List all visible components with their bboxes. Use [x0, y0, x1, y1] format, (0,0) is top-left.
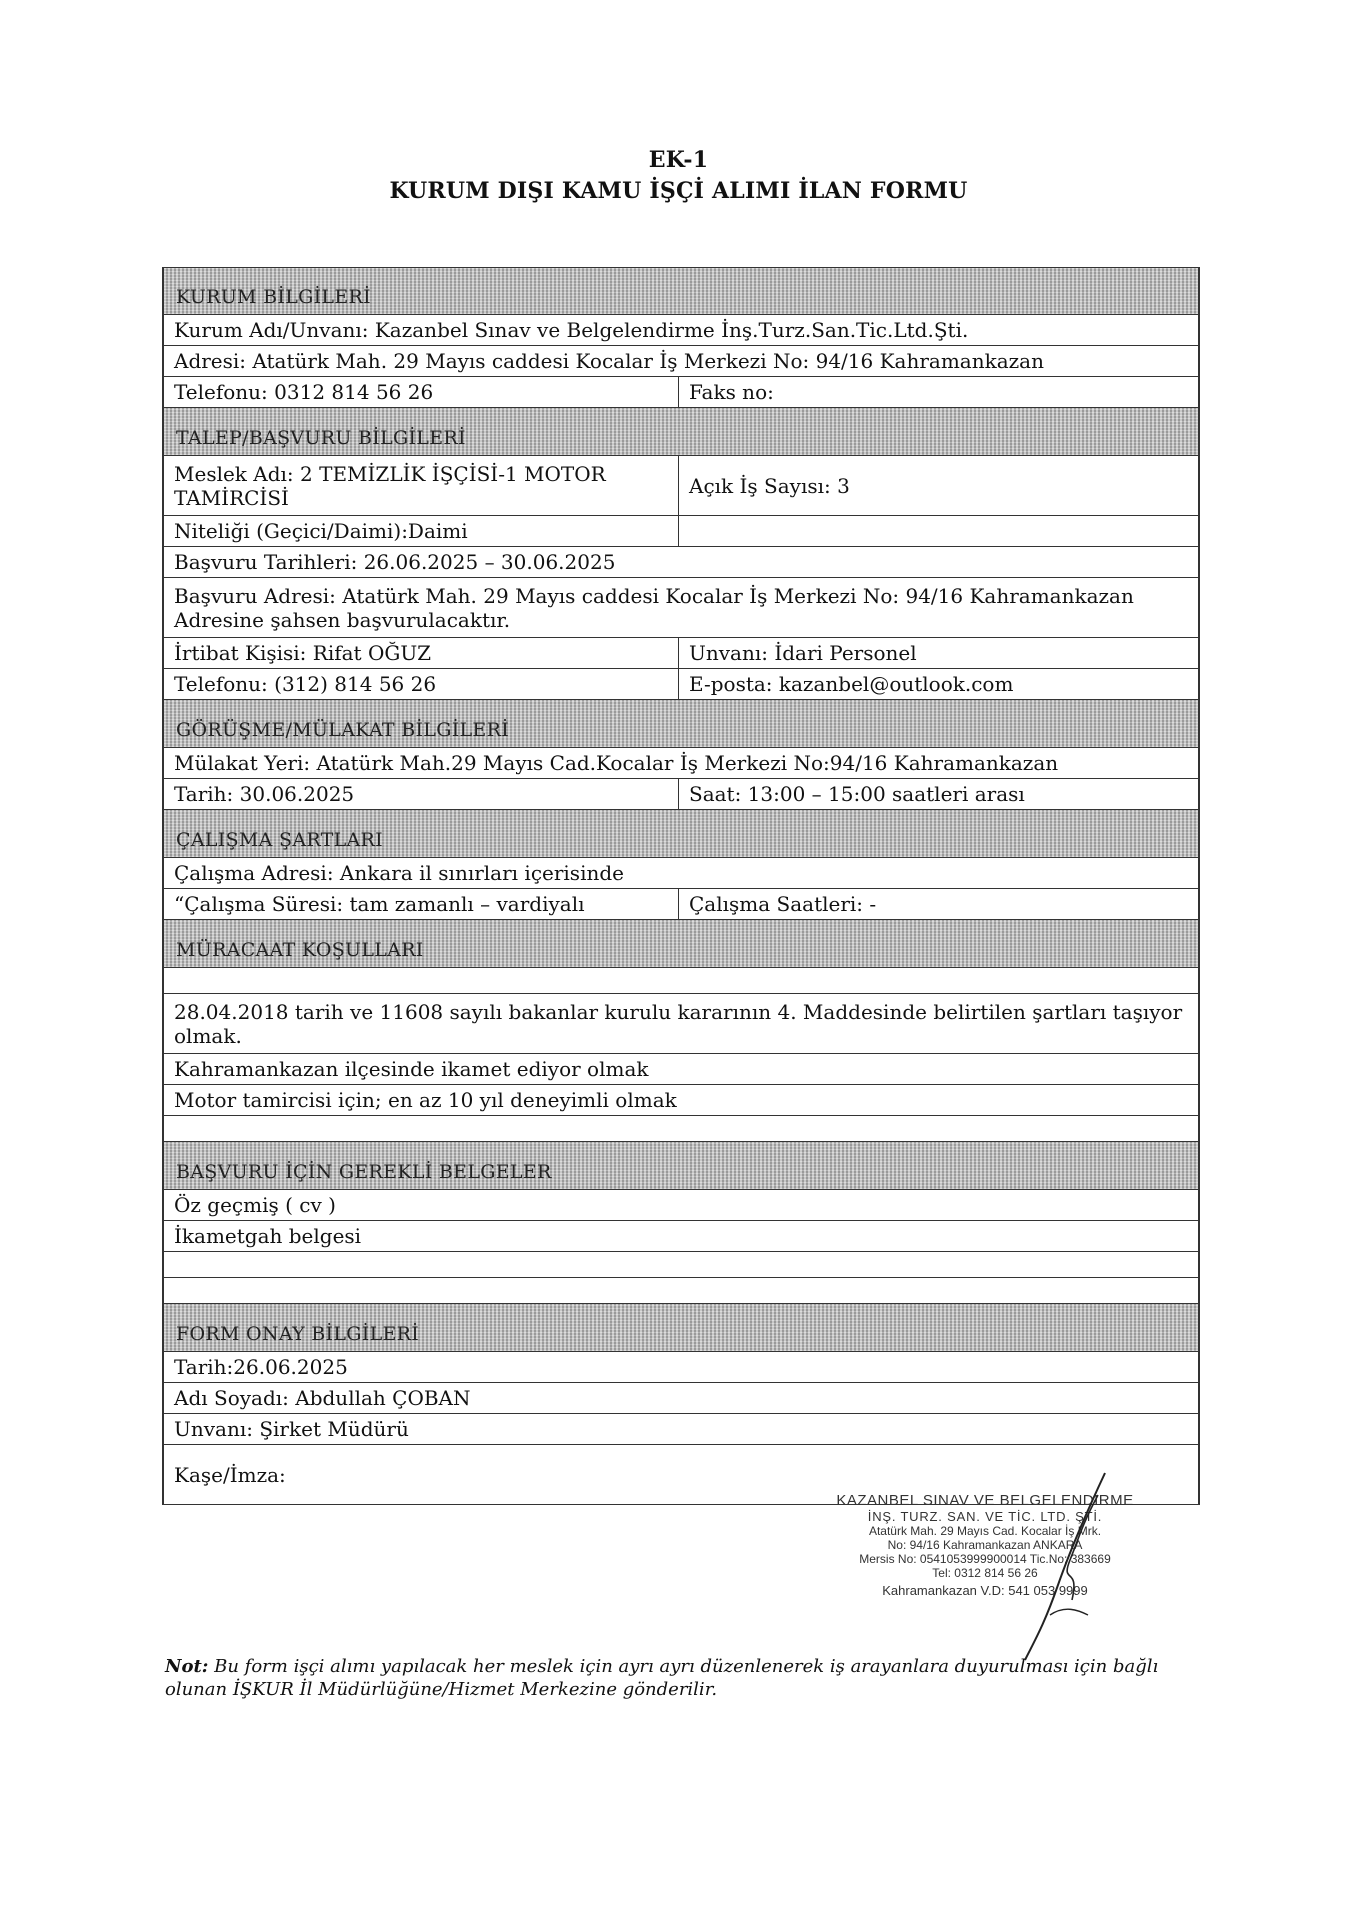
open-position-count: Açık İş Sayısı: 3 [689, 473, 850, 498]
section-talep [164, 408, 1198, 456]
handwritten-signature [1010, 1465, 1130, 1665]
application-address-row [164, 578, 1198, 638]
meslek-row [164, 456, 1198, 516]
section-kurum [164, 267, 1198, 315]
work-duration-row [164, 889, 1198, 920]
section-title: KURUM BİLGİLERİ [176, 286, 371, 308]
kurum-phone: Telefonu: 0312 814 56 26 [164, 377, 679, 407]
nitelik-row [164, 516, 1198, 547]
section-muracaat [164, 920, 1198, 968]
empty-cell [679, 516, 1198, 546]
stamp-address: Atatürk Mah. 29 Mayıs Cad. Kocalar İş Mrk. [868, 1524, 1102, 1538]
approval-date: Tarih:26.06.2025 [174, 1355, 348, 1379]
approver-title: Unvanı: Şirket Müdürü [174, 1417, 409, 1441]
requirement-row [164, 1054, 1198, 1085]
stamp-signature-label: Kaşe/İmza: [174, 1462, 286, 1487]
contact-phone-row [164, 669, 1198, 700]
approver-name: Adı Soyadı: Abdullah ÇOBAN [174, 1386, 471, 1410]
dates-row [164, 547, 1198, 578]
stamp-phone: Tel: 0312 814 56 26 [932, 1566, 1038, 1580]
empty-row [164, 1252, 1198, 1278]
contact-phone: Telefonu: (312) 814 56 26 [164, 669, 679, 699]
kurum-name: Kurum Adı/Unvanı: Kazanbel Sınav ve Belgelendirme İnş.Turz.San.Tic.Ltd.Şti. [174, 318, 969, 342]
contact-row [164, 638, 1198, 669]
contact-title: Unvanı: İdari Personel [689, 641, 917, 665]
interview-hours: Saat: 13:00 – 15:00 saatleri arası [689, 782, 1025, 806]
requirement-row [164, 994, 1198, 1054]
section-gorusme [164, 700, 1198, 748]
stamp-company-type: İNŞ. TURZ. SAN. VE TİC. LTD. ŞTİ. [867, 1509, 1103, 1524]
form-title: KURUM DIŞI KAMU İŞÇİ ALIMI İLAN FORMU [389, 178, 968, 204]
section-calisma [164, 810, 1198, 858]
section-title: MÜRACAAT KOŞULLARI [176, 939, 424, 961]
interview-time-row [164, 779, 1198, 810]
kurum-address-row [164, 346, 1198, 377]
annex-label: EK-1 [648, 147, 709, 173]
section-title: TALEP/BAŞVURU BİLGİLERİ [176, 427, 466, 449]
work-hours: Çalışma Saatleri: - [689, 892, 877, 916]
interview-place: Mülakat Yeri: Atatürk Mah.29 Mayıs Cad.Kocalar İş Merkezi No:94/16 Kahramankazan [174, 751, 1059, 775]
empty-row [164, 1278, 1198, 1304]
section-title: ÇALIŞMA ŞARTLARI [176, 829, 383, 851]
contact-person: İrtibat Kişisi: Rifat OĞUZ [164, 638, 679, 668]
note-label: Not: [165, 1656, 209, 1677]
requirement-item: 28.04.2018 tarih ve 11608 sayılı bakanlar kurulu kararının 4. Maddesinde belirtilen şartları taşıyor olmak. [174, 999, 1183, 1048]
note-text: Bu form işçi alımı yapılacak her meslek için ayrı ayrı düzenlenerek iş arayanlara duyurulması için bağlı olunan İŞKUR İl Müdürlüğüne/Hizmet Merkezine gönderilir. [165, 1656, 1159, 1701]
requirement-item: Motor tamircisi için; en az 10 yıl deneyimli olmak [174, 1088, 677, 1112]
approval-name-row [164, 1383, 1198, 1414]
kurum-phone-row [164, 377, 1198, 408]
document-item: Öz geçmiş ( cv ) [174, 1193, 336, 1217]
requirement-row [164, 1085, 1198, 1116]
approval-title-row [164, 1414, 1198, 1445]
announcement-form [162, 267, 1200, 1505]
stamp-tax-office: Kahramankazan V.D: 541 053 9999 [882, 1583, 1088, 1598]
meslek-name: Meslek Adı: 2 TEMİZLİK İŞÇİSİ-1 MOTOR TAMİRCİSİ [164, 456, 679, 515]
interview-date: Tarih: 30.06.2025 [164, 779, 679, 809]
document-row [164, 1190, 1198, 1221]
section-onay [164, 1304, 1198, 1352]
section-title: GÖRÜŞME/MÜLAKAT BİLGİLERİ [176, 719, 510, 741]
application-address: Başvuru Adresi: Atatürk Mah. 29 Mayıs caddesi Kocalar İş Merkezi No: 94/16 Kahramankazan Adresine şahsen başvurulacaktır. [174, 583, 1134, 632]
contact-email: E-posta: kazanbel@outlook.com [689, 672, 1014, 696]
document-item: İkametgah belgesi [174, 1224, 362, 1248]
application-dates: Başvuru Tarihleri: 26.06.2025 – 30.06.2025 [174, 550, 616, 574]
section-belgeler [164, 1142, 1198, 1190]
work-address-row [164, 858, 1198, 889]
footer-note [165, 1655, 1205, 1702]
work-duration: “Çalışma Süresi: tam zamanlı – vardiyalı [164, 889, 679, 919]
kurum-address: Adresi: Atatürk Mah. 29 Mayıs caddesi Kocalar İş Merkezi No: 94/16 Kahramankazan [174, 349, 1044, 373]
section-title: FORM ONAY BİLGİLERİ [176, 1323, 420, 1345]
kurum-fax: Faks no: [689, 380, 774, 404]
stamp-company-name: KAZANBEL SINAV VE BELGELENDİRME [836, 1492, 1134, 1509]
employment-type: Niteliği (Geçici/Daimi):Daimi [164, 516, 679, 546]
interview-place-row [164, 748, 1198, 779]
approval-date-row [164, 1352, 1198, 1383]
empty-row [164, 968, 1198, 994]
empty-row [164, 1116, 1198, 1142]
requirement-item: Kahramankazan ilçesinde ikamet ediyor olmak [174, 1057, 649, 1081]
work-address: Çalışma Adresi: Ankara il sınırları içerisinde [174, 861, 624, 885]
kurum-name-row [164, 315, 1198, 346]
stamp-mersis: Mersis No: 0541053999900014 Tic.No: 383669 [859, 1552, 1111, 1566]
stamp-city: No: 94/16 Kahramankazan ANKARA [887, 1538, 1083, 1552]
document-row [164, 1221, 1198, 1252]
section-title: BAŞVURU İÇİN GEREKLİ BELGELER [176, 1161, 552, 1183]
